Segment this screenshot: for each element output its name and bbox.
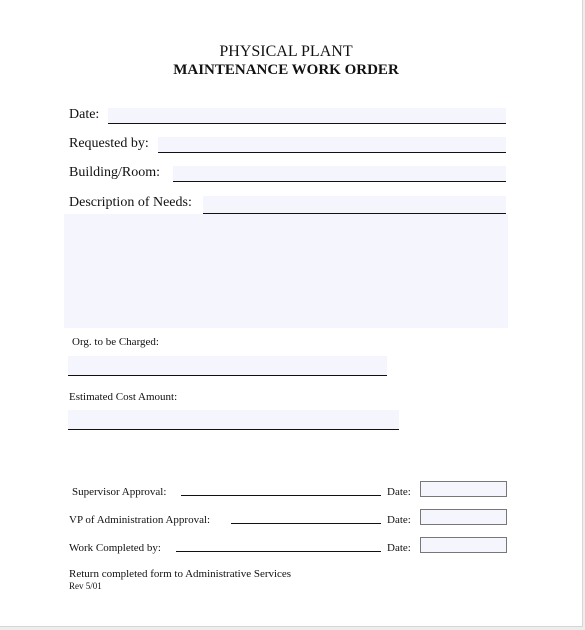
description-label: Description of Needs: xyxy=(69,195,192,210)
revision-text: Rev 5/01 xyxy=(69,581,102,591)
supervisor-date-field[interactable] xyxy=(420,481,507,497)
org-charged-label: Org. to be Charged: xyxy=(72,336,159,348)
org-charged-field[interactable] xyxy=(68,356,387,376)
work-completed-label: Work Completed by: xyxy=(69,542,161,554)
requested-by-field[interactable] xyxy=(158,137,506,153)
vp-date-field[interactable] xyxy=(420,509,507,525)
estimated-cost-field[interactable] xyxy=(68,410,399,430)
building-room-field[interactable] xyxy=(173,166,506,182)
work-completed-line[interactable] xyxy=(176,551,381,552)
building-room-label: Building/Room: xyxy=(69,165,161,180)
estimated-cost-label: Estimated Cost Amount: xyxy=(69,391,178,403)
description-textarea[interactable] xyxy=(64,214,508,328)
form-subtitle: MAINTENANCE WORK ORDER xyxy=(173,62,399,78)
return-note: Return completed form to Administrative Services xyxy=(69,568,292,580)
date-label: Date: xyxy=(69,107,100,122)
work-completed-date-field[interactable] xyxy=(420,537,507,553)
vp-approval-label: VP of Administration Approval: xyxy=(69,514,211,526)
supervisor-date-label: Date: xyxy=(387,486,411,498)
requested-by-label: Requested by: xyxy=(69,136,149,151)
vp-approval-line[interactable] xyxy=(231,523,381,524)
form-title: PHYSICAL PLANT xyxy=(219,43,353,60)
supervisor-approval-line[interactable] xyxy=(181,495,381,496)
description-first-line[interactable] xyxy=(203,196,506,214)
date-field[interactable] xyxy=(108,108,506,124)
work-completed-date-label: Date: xyxy=(387,542,411,554)
vp-date-label: Date: xyxy=(387,514,411,526)
supervisor-approval-label: Supervisor Approval: xyxy=(72,486,167,498)
